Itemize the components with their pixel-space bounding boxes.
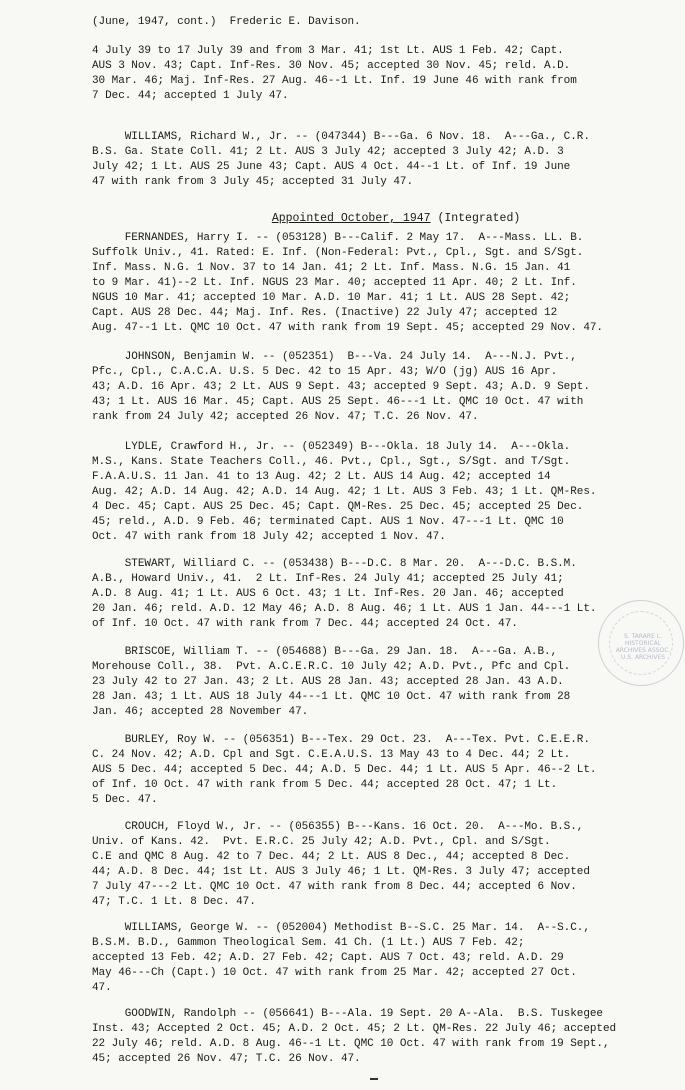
text-line: AUS 3 Nov. 43; Capt. Inf-Res. 30 Nov. 45; accepted 30 Nov. 45; reld. A.D. bbox=[92, 60, 571, 72]
text-line: Oct. 47 with rank from 18 July 42; accepted 1 Nov. 47. bbox=[92, 531, 446, 543]
text-line: BRISCOE, William T. -- (054688) B---Ga. 29 Jan. 18. A---Ga. A.B., bbox=[92, 646, 558, 658]
text-line: WILLIAMS, George W. -- (052004) Methodist B--S.C. 25 Mar. 14. A--S.C., bbox=[92, 922, 590, 934]
text-line: (June, 1947, cont.) Frederic E. Davison. bbox=[92, 16, 361, 28]
text-line: B.S. Ga. State Coll. 41; 2 Lt. AUS 3 July 42; accepted 3 July 42; A.D. 3 bbox=[92, 146, 564, 158]
page-mark bbox=[370, 1078, 378, 1080]
text-line: BURLEY, Roy W. -- (056351) B---Tex. 29 Oct. 23. A---Tex. Pvt. C.E.E.R. bbox=[92, 734, 590, 746]
text-line: 7 Dec. 44; accepted 1 July 47. bbox=[92, 90, 289, 102]
text-line: 28 Jan. 43; 1 Lt. AUS 18 July 44---1 Lt. QMC 10 Oct. 47 with rank from 28 bbox=[92, 691, 571, 703]
text-line: Inst. 43; Accepted 2 Oct. 45; A.D. 2 Oct. 45; 2 Lt. QM-Res. 22 July 46; accepted bbox=[92, 1023, 617, 1035]
text-line: of Inf. 10 Oct. 47 with rank from 7 Dec. 44; accepted 24 Oct. 47. bbox=[92, 618, 518, 630]
text-line: A.B., Howard Univ., 41. 2 Lt. Inf-Res. 24 July 41; accepted 25 July 41; bbox=[92, 573, 564, 585]
text-line: 43; A.D. 16 Apr. 43; 2 Lt. AUS 9 Sept. 43; accepted 9 Sept. 43; A.D. 9 Sept. bbox=[92, 381, 590, 393]
text-line: accepted 13 Feb. 42; A.D. 27 Feb. 42; Capt. AUS 7 Oct. 43; reld. A.D. 29 bbox=[92, 952, 564, 964]
text-line: Aug. 42; A.D. 14 Aug. 42; A.D. 14 Aug. 42; 1 Lt. AUS 3 Feb. 43; 1 Lt. QM-Res. bbox=[92, 486, 597, 498]
text-line: WILLIAMS, Richard W., Jr. -- (047344) B---Ga. 6 Nov. 18. A---Ga., C.R. bbox=[92, 131, 590, 143]
text-line: C. 24 Nov. 42; A.D. Cpl and Sgt. C.E.A.U.S. 13 May 43 to 4 Dec. 44; 2 Lt. bbox=[92, 749, 571, 761]
section-heading-suffix: (Integrated) bbox=[430, 212, 521, 225]
text-line: 47 with rank from 3 July 45; accepted 31 July 47. bbox=[92, 176, 414, 188]
text-line: 4 Dec. 45; Capt. AUS 25 Dec. 45; Capt. QM-Res. 25 Dec. 45; accepted 25 Dec. bbox=[92, 501, 584, 513]
text-line: B.S.M. B.D., Gammon Theological Sem. 41 Ch. (1 Lt.) AUS 7 Feb. 42; bbox=[92, 937, 525, 949]
text-line: 47; T.C. 1 Lt. 8 Dec. 47. bbox=[92, 896, 256, 908]
text-line: GOODWIN, Randolph -- (056641) B---Ala. 19 Sept. 20 A--Ala. B.S. Tuskegee bbox=[92, 1008, 603, 1020]
text-line: Jan. 46; accepted 28 November 47. bbox=[92, 706, 309, 718]
text-line: 43; 1 Lt. AUS 16 Mar. 45; Capt. AUS 25 Sept. 46---1 Lt. QMC 10 Oct. 47 with bbox=[92, 396, 584, 408]
text-line: 23 July 42 to 27 Jan. 43; 2 Lt. AUS 28 Jan. 43; accepted 28 Jan. 43 A.D. bbox=[92, 676, 564, 688]
text-line: May 46---Ch (Capt.) 10 Oct. 47 with rank from 25 Mar. 42; accepted 27 Oct. bbox=[92, 967, 577, 979]
text-line: STEWART, Williard C. -- (053438) B---D.C. 8 Mar. 20. A---D.C. B.S.M. bbox=[92, 558, 577, 570]
text-line: of Inf. 10 Oct. 47 with rank from 5 Dec. 44; accepted 28 Oct. 47; 1 Lt. bbox=[92, 779, 558, 791]
text-line: JOHNSON, Benjamin W. -- (052351) B---Va. 24 July 14. A---N.J. Pvt., bbox=[92, 351, 577, 363]
text-line: to 9 Mar. 41)--2 Lt. Inf. NGUS 23 Mar. 40; accepted 11 Apr. 40; 2 Lt. Inf. bbox=[92, 277, 577, 289]
text-line: Capt. AUS 28 Dec. 44; Maj. Inf. Res. (Inactive) 22 July 47; accepted 12 bbox=[92, 307, 558, 319]
text-line: Suffolk Univ., 41. Rated: E. Inf. (Non-Federal: Pvt., Cpl., Sgt. and S/Sgt. bbox=[92, 247, 584, 259]
text-line: NGUS 10 Mar. 41; accepted 10 Mar. A.D. 10 Mar. 41; 1 Lt. AUS 28 Sept. 42; bbox=[92, 292, 571, 304]
archive-stamp bbox=[598, 600, 684, 686]
text-line: Aug. 47--1 Lt. QMC 10 Oct. 47 with rank from 19 Sept. 45; accepted 29 Nov. 47. bbox=[92, 322, 603, 334]
text-line: A.D. 8 Aug. 41; 1 Lt. AUS 6 Oct. 43; 1 Lt. Inf-Res. 20 Jan. 46; accepted bbox=[92, 588, 564, 600]
text-line: 47. bbox=[92, 982, 112, 994]
text-line: July 42; 1 Lt. AUS 25 June 43; Capt. AUS 4 Oct. 44--1 Lt. of Inf. 19 June bbox=[92, 161, 571, 173]
section-heading bbox=[258, 198, 520, 226]
text-line: 30 Mar. 46; Maj. Inf-Res. 27 Aug. 46--1 Lt. Inf. 19 June 46 with rank from bbox=[92, 75, 577, 87]
text-line: 22 July 46; reld. A.D. 8 Aug. 46--1 Lt. QMC 10 Oct. 47 with rank from 19 Sept., bbox=[92, 1038, 610, 1050]
text-line: C.E and QMC 8 Aug. 42 to 7 Dec. 44; 2 Lt. AUS 8 Dec., 44; accepted 8 Dec. bbox=[92, 851, 571, 863]
text-line: 45; accepted 26 Nov. 47; T.C. 26 Nov. 47. bbox=[92, 1053, 361, 1065]
text-line: Inf. Mass. N.G. 1 Nov. 37 to 14 Jan. 41; 2 Lt. Inf. Mass. N.G. 15 Jan. 41 bbox=[92, 262, 571, 274]
text-line: 44; A.D. 8 Dec. 44; 1st Lt. AUS 3 July 46; 1 Lt. QM-Res. 3 July 47; accepted bbox=[92, 866, 590, 878]
text-line: 7 July 47---2 Lt. QMC 10 Oct. 47 with rank from 8 Dec. 44; accepted 6 Nov. bbox=[92, 881, 577, 893]
text-line: rank from 24 July 42; accepted 26 Nov. 47; T.C. 26 Nov. 47. bbox=[92, 411, 479, 423]
text-line: 20 Jan. 46; reld. A.D. 12 May 46; A.D. 8 Aug. 46; 1 Lt. AUS 1 Jan. 44---1 Lt. bbox=[92, 603, 597, 615]
text-line: 5 Dec. 47. bbox=[92, 794, 158, 806]
text-line: 45; reld., A.D. 9 Feb. 46; terminated Capt. AUS 1 Nov. 47---1 Lt. QMC 10 bbox=[92, 516, 564, 528]
text-line: F.A.A.U.S. 11 Jan. 41 to 13 Aug. 42; 2 Lt. AUS 14 Aug. 42; accepted 14 bbox=[92, 471, 551, 483]
text-line: AUS 5 Dec. 44; accepted 5 Dec. 44; A.D. 5 Dec. 44; 1 Lt. AUS 5 Apr. 46--2 Lt. bbox=[92, 764, 597, 776]
text-line: 4 July 39 to 17 July 39 and from 3 Mar. 41; 1st Lt. AUS 1 Feb. 42; Capt. bbox=[92, 45, 564, 57]
section-heading-underlined: Appointed October, 1947 bbox=[271, 212, 431, 225]
text-line: CROUCH, Floyd W., Jr. -- (056355) B---Kans. 16 Oct. 20. A---Mo. B.S., bbox=[92, 821, 584, 833]
text-line: LYDLE, Crawford H., Jr. -- (052349) B---Okla. 18 July 14. A---Okla. bbox=[92, 441, 571, 453]
text-line: Univ. of Kans. 42. Pvt. E.R.C. 25 July 42; A.D. Pvt., Cpl. and S/Sgt. bbox=[92, 836, 551, 848]
archive-stamp-text: S. TARARE L. HISTORICAL ARCHIVES ASSOC. U.S. ARCHIVES bbox=[615, 633, 671, 661]
text-line: Morehouse Coll., 38. Pvt. A.C.E.R.C. 10 July 42; A.D. Pvt., Pfc and Cpl. bbox=[92, 661, 571, 673]
text-line: FERNANDES, Harry I. -- (053128) B---Calif. 2 May 17. A---Mass. LL. B. bbox=[92, 232, 584, 244]
text-line: Pfc., Cpl., C.A.C.A. U.S. 5 Dec. 42 to 15 Apr. 43; W/O (jg) AUS 16 Apr. bbox=[92, 366, 558, 378]
text-line: M.S., Kans. State Teachers Coll., 46. Pvt., Cpl., Sgt., S/Sgt. and T/Sgt. bbox=[92, 456, 571, 468]
